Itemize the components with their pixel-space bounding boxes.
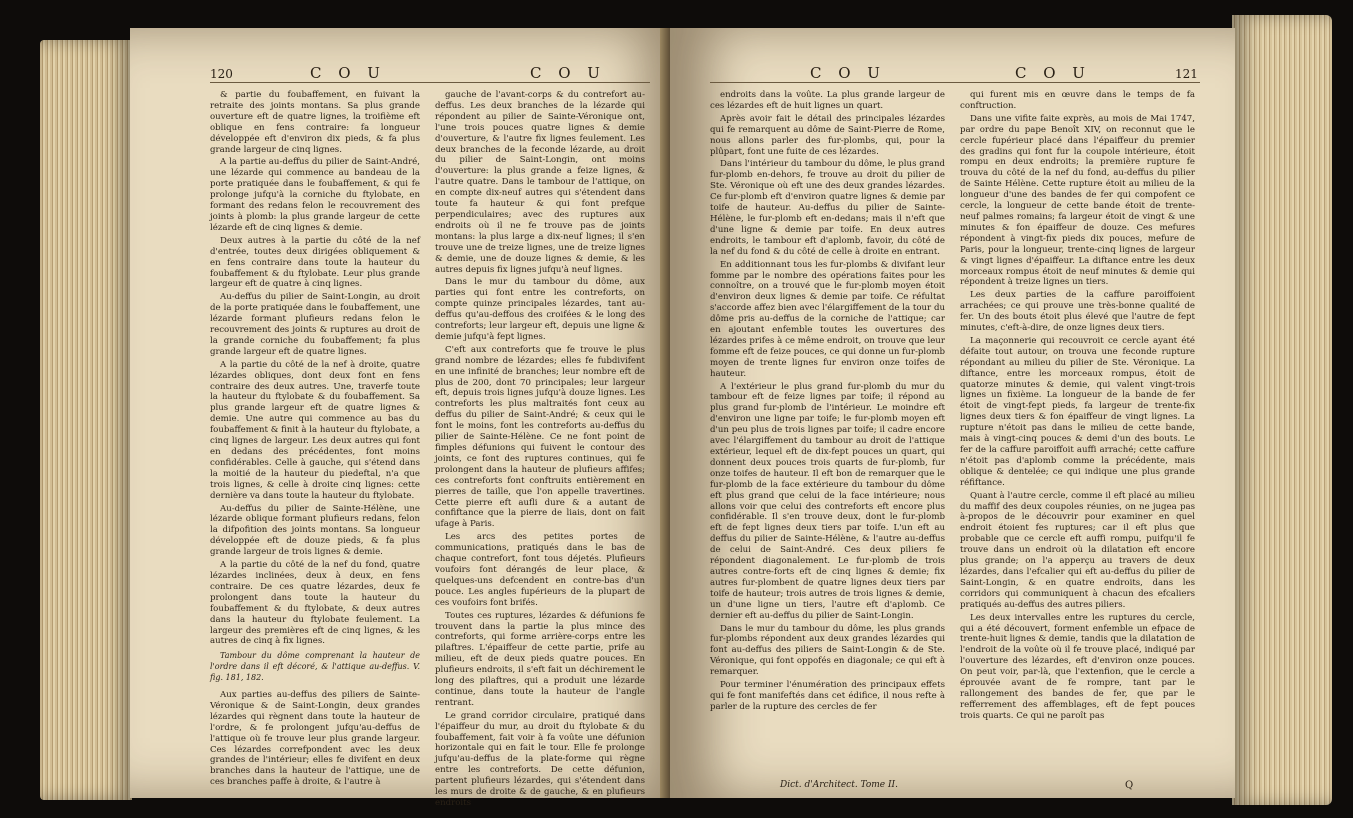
header-rule	[710, 82, 1200, 83]
running-head-left: C O U	[310, 64, 386, 82]
left-page-column-1	[210, 90, 420, 790]
paragraph: A la partie au-deffus du pilier de Saint-André, une lézarde qui commence au bandeau de la porte pratiquée dans le foubaffement, & qui fe prolonge jufqu'à la corniche du ftylobate, en formant des redans felon le recouvrement des joints à plomb: la plus grande largeur de cette lézarde eft de cinq lignes & demie.	[210, 157, 420, 233]
right-page-column-2	[960, 90, 1195, 790]
paragraph: Quant à l'autre cercle, comme il eft placé au milieu du maffif des deux coupoles réunies, on ne jugea pas à-propos de le découvrir pour examiner en quel endroit étoient fes ruptures; car il eft plus que probable que ce cercle eft auffi rompu, puifqu'il fe trouve dans un endroit où la dilatation eft encore plus grande; on l'a apperçu au travers de deux lézardes, dans l'efcalier qui eft au-deffus du pilier de Saint-Longin, & en quatre endroits, dans les corridors qui communiquent à chacun des efcaliers pratiqués au-deffus des autres piliers.	[960, 490, 1195, 610]
running-head-right: C O U	[1015, 64, 1091, 82]
paragraph: Dans le mur du tambour du dôme, aux parties qui font entre les contreforts, on compte quinze principales lézardes, tant au-deffus qu'au-deffous des croifées & le long des contreforts; leur largeur eft, depuis une ligne & demie jufqu'à fept lignes.	[435, 277, 645, 342]
paragraph: & partie du foubaffement, en fuivant la retraite des joints montans. Sa plus grande ouverture eft de quatre lignes, la troifième eft oblique en fens contraire: fa longueur développée eft d'environ dix pieds, & fa plus grande largeur de cinq lignes.	[210, 90, 420, 155]
left-page-column-2	[435, 90, 645, 808]
right-page-header	[1175, 64, 1198, 82]
right-page	[670, 28, 1235, 798]
page-footer: Dict. d'Architect. Tome II.	[780, 780, 898, 790]
paragraph: A la partie du côté de la nef du fond, quatre lézardes inclinées, deux à deux, en fens contraire. De ces quatre lézardes, deux fe prolongent dans toute la hauteur du foubaffement & du ftylobate, & deux autres dans la hauteur du ftylobate feulement. La largeur des premières eft de cinq lignes, & les autres de cinq à fix lignes.	[210, 560, 420, 647]
paragraph: En additionnant tous les fur-plombs & divifant leur fomme par le nombre des opérations faites pour les connoître, on a trouvé que le fur-plomb moyen étoit d'environ deux lignes & demie par toife. Ce réfultat s'accorde affez bien avec l'élargiffement de la tour du dôme pris au-deffus de la corniche de l'attique; car en ajoutant enfemble toutes les ouvertures des lézardes prifes à ce même endroit, on trouve que leur fomme eft de feize pouces, ce qui donne un fur-plomb moyen de trente lignes fur environ onze toifes de hauteur.	[710, 259, 945, 379]
running-head-right: C O U	[530, 64, 606, 82]
figure-caption: Tambour du dôme comprenant la hauteur de l'ordre dans il eft décoré, & l'attique au-deffus. V. fig. 181, 182.	[210, 651, 420, 683]
signature-mark: Q	[1125, 780, 1134, 791]
paragraph: Après avoir fait le détail des principales lézardes qui fe remarquent au dôme de Saint-Pierre de Rome, nous allons parler des fur-plombs, qui, pour la plûpart, font une fuite de ces lézardes.	[710, 113, 945, 157]
paragraph: gauche de l'avant-corps & du contrefort au-deffus. Les deux branches de la lézarde qui répondent au pilier de Sainte-Véronique ont, l'une trois pouces quatre lignes & demie d'ouverture, & l'autre fix lignes feulement. Les deux branches de la feconde lézarde, au droit du pilier de Saint-Longin, ont moins d'ouverture: la plus grande a feize lignes, & l'autre quatre. Dans le tambour de l'attique, on en compte dix-neuf autres qui s'étendent dans toute fa hauteur & qui font prefque perpendiculaires; avec des ruptures aux endroits où il ne fe trouve pas de joints montans: la plus large a dix-neuf lignes; il s'en trouve une de treize lignes, une de treize lignes & demie, une de douze lignes & demie, & les autres depuis fix lignes jufqu'à neuf lignes.	[435, 90, 645, 275]
right-page-column-1	[710, 90, 945, 775]
page-number: 121	[1175, 67, 1198, 81]
page-number: 120	[210, 67, 233, 81]
paragraph: endroits dans la voûte. La plus grande largeur de ces lézardes eft de huit lignes un quart.	[710, 90, 945, 111]
right-page-edges	[1232, 15, 1332, 805]
left-page-edges	[40, 40, 132, 800]
header-rule	[210, 82, 650, 83]
paragraph: Deux autres à la partie du côté de la nef d'entrée, toutes deux dirigées obliquement & en fens contraire dans toute la hauteur du foubaffement & du ftylobate. Leur plus grande largeur eft de quatre à cinq lignes.	[210, 235, 420, 290]
left-page-header	[210, 64, 233, 82]
paragraph: Au-deffus du pilier de Saint-Longin, au droit de la porte pratiquée dans le foubaffement, une lézarde formant plufieurs redans felon le recouvrement des joints & ruptures au droit de la grande corniche du foubaffement; fa plus grande largeur eft de quatre lignes.	[210, 292, 420, 357]
paragraph: qui furent mis en œuvre dans le temps de fa conftruction.	[960, 90, 1195, 111]
paragraph: Au-deffus du pilier de Sainte-Hélène, une lézarde oblique formant plufieurs redans, felon la difpofition des joints montans. Sa longueur développée eft de douze pieds, & fa plus grande largeur de trois lignes & demie.	[210, 503, 420, 558]
paragraph: Aux parties au-deffus des piliers de Sainte-Véronique & de Saint-Longin, deux grandes lézardes qui règnent dans toute la hauteur de l'ordre, & fe prolongent jufqu'au-deffus de l'attique où fe trouve leur plus grande largeur. Ces lézardes correfpondent avec les deux grandes de l'intérieur; elles fe divifent en deux branches dans la hauteur de l'attique, une de ces branches paffe à droite, & l'autre à	[210, 690, 420, 788]
paragraph: A la partie du côté de la nef à droite, quatre lézardes obliques, dont deux font en fens contraire des deux autres. Une, traverfe toute la hauteur du ftylobate & du foubaffement. Sa plus grande largeur eft de quatre lignes & demie. Une autre qui commence au bas du foubaffement & finit à la hauteur du ftylobate, a cinq lignes de largeur. Les deux autres qui font en dedans des précédentes, font moins confidérables. Celle à gauche, qui s'étend dans la moitié de la hauteur du piedeftal, n'a que trois lignes, & celle à droite cinq lignes: cette dernière va dans toute la hauteur du ftylobate.	[210, 359, 420, 501]
paragraph: Les deux parties de la caffure paroiffoient arrachées; ce qui prouve une très-bonne qualité de fer. Un des bouts étoit plus élevé que l'autre de fept minutes, c'eft-à-dire, de onze lignes deux tiers.	[960, 290, 1195, 334]
paragraph: Les arcs des petites portes de communications, pratiqués dans le bas de chaque contrefort, font tous déjetés. Plufieurs voufoirs font dérangés de leur place, & quelques-uns defcendent en contre-bas d'un pouce. Les angles fupérieurs de la plupart de ces voufoirs font brifés.	[435, 532, 645, 608]
paragraph: A l'extérieur le plus grand fur-plomb du mur du tambour eft de feize lignes par toife; il répond au plus grand fur-plomb de l'intérieur. Le moindre eft d'environ une ligne par toife; le fur-plomb moyen eft d'un peu plus de trois lignes par toife; il cadre encore avec l'élargiffement du tambour au droit de l'attique extérieur, lequel eft de dix-fept pouces un quart, qui donnent deux pouces trois quarts de fur-plomb, fur onze toifes de hauteur. Il eft bon de remarquer que le fur-plomb de la face extérieure du tambour du dôme eft plus grand que celui de la face intérieure; nous allons voir que celui des contreforts eft encore plus confidérable. Il s'en trouve deux, dont le fur-plomb eft de fept lignes deux tiers par toife. L'un eft au deffus du pilier de Sainte-Hélène, & l'autre au-deffus de celui de Saint-André. Ces deux piliers fe répondent diagonalement. Le fur-plomb de trois autres contre-forts eft de cinq lignes & demie; fix autres fur-plombent de quatre lignes deux tiers par toife de hauteur; trois autres de trois lignes & demie, un d'une ligne un tiers, l'autre eft d'aplomb. Ce dernier eft au-deffus du pilier de Saint-Longin.	[710, 381, 945, 621]
left-page	[130, 28, 685, 808]
paragraph: Dans l'intérieur du tambour du dôme, le plus grand fur-plomb en-dehors, fe trouve au droit du pilier de Ste. Véronique où eft une des deux grandes lézardes. Ce fur-plomb eft d'environ quatre lignes & demie par toife de hauteur. Au-deffus du pilier de Sainte-Hélène, le fur-plomb eft en-dedans; mais il n'eft que d'une ligne & demie par toife. En deux autres endroits, le tambour eft d'aplomb, favoir, du côté de la nef du fond & du côté de celle à droite en entrant.	[710, 159, 945, 257]
paragraph: Toutes ces ruptures, lézardes & défunions fe trouvent dans la partie la plus mince des contreforts, qui forme arrière-corps entre les pilaftres. L'épaiffeur de cette partie, prife au milieu, eft de deux pieds quatre pouces. En plufieurs endroits, il s'eft fait un déchirement le long des pilaftres, qui a produit une lézarde continue, dans toute la hauteur de l'angle rentrant.	[435, 610, 645, 708]
paragraph: Dans le mur du tambour du dôme, les plus grands fur-plombs répondent aux deux grandes lézardes qui font au-deffus des piliers de Saint-Longin & de Ste. Véronique, qui font oppofés en diagonale; ce qui eft à remarquer.	[710, 623, 945, 678]
paragraph: Pour terminer l'énumération des principaux effets qui fe font manifeftés dans cet édifice, il nous refte à parler de la rupture des cercles de fer	[710, 680, 945, 712]
paragraph: C'eft aux contreforts que fe trouve le plus grand nombre de lézardes; elles fe fubdivifent en une infinité de branches; leur nombre eft de plus de 200, dont 70 principales; leur largeur eft, depuis trois lignes jufqu'à douze lignes. Les contreforts les plus maltraités font ceux au deffus du pilier de Saint-André; & ceux qui le font le moins, font les contreforts au-deffus du pilier de Sainte-Hélène. Ce ne font point de fimples défunions qui fuivent le contour des joints, ce font des ruptures continues, qui fe prolongent dans la hauteur de plufieurs affifes; ces contreforts font conftruits entièrement en pierres de taille, que l'on appelle travertines. Cette pierre eft aufli dure & a autant de confiftance que la pierre de liais, dont on fait ufage à Paris.	[435, 344, 645, 530]
paragraph: La maçonnerie qui recouvroit ce cercle ayant été défaite tout autour, on trouva une feconde rupture répondant au milieu du pilier de Ste. Véronique. La diftance, entre les morceaux rompus, étoit de quatorze minutes & demie, qui valent vingt-trois lignes un fixième. La longueur de la bande de fer étoit de vingt-fept pieds, fa largeur de trente-fix lignes deux tiers & fon épaiffeur de vingt lignes. La rupture n'étoit pas dans le milieu de cette bande, mais à vingt-cinq pouces & demi d'un des bouts. Le fer de la caffure paroiffoit auffi arraché; cette caffure n'étoit pas d'aplomb comme la précédente, mais oblique & dentelée; ce qui indique une plus grande réfiftance.	[960, 335, 1195, 488]
paragraph: Dans une vifite faite exprès, au mois de Mai 1747, par ordre du pape Benoît XIV, on reconnut que le cercle fupérieur placé dans l'épaiffeur du premier des gradins qui font fur la coupole intérieure, étoit rompu en deux endroits; la première rupture fe trouva du côté de la nef du fond, au-deffus du pilier de Sainte Hélène. Cette rupture étoit au milieu de la longueur d'une des bandes de fer qui compofent ce cercle, la longueur de cette bande étoit de trente-neuf palmes romains; fa largeur étoit de vingt & une minutes & fon épaiffeur de douze. Ces mefures répondent à vingt-fix pieds dix pouces, mefure de Paris, pour la longueur, trente-cinq lignes de largeur & vingt lignes d'épaiffeur. La diftance entre les deux morceaux rompus étoit de neuf minutes & demie qui répondent à treize lignes un tiers.	[960, 113, 1195, 288]
paragraph: Le grand corridor circulaire, pratiqué dans l'épaiffeur du mur, au droit du ftylobate & du foubaffement, fait voir à fa voûte une défunion horizontale qui en fait le tour. Elle fe prolonge jufqu'au-deffus de la plate-forme qui règne entre les contreforts. De cette défunion, partent plufieurs lézardes, qui s'étendent dans les murs de droite & de gauche, & en plufieurs endroits	[435, 710, 645, 808]
running-head-left: C O U	[810, 64, 886, 82]
paragraph: Les deux intervalles entre les ruptures du cercle, qui a été découvert, forment enfemble un efpace de trente-huit lignes & demie, tandis que la dilatation de l'endroit de la voûte où il fe trouve placé, indiqué par l'ouverture des lézardes, eft d'environ onze pouces. On peut voir, par-là, que l'extenfion, que le cercle a éprouvée avant de fe rompre, tant par le rallongement des bandes de fer, que par le refferrement des affemblages, eft de fept pouces trois quarts. Ce qui ne paroît pas	[960, 612, 1195, 721]
